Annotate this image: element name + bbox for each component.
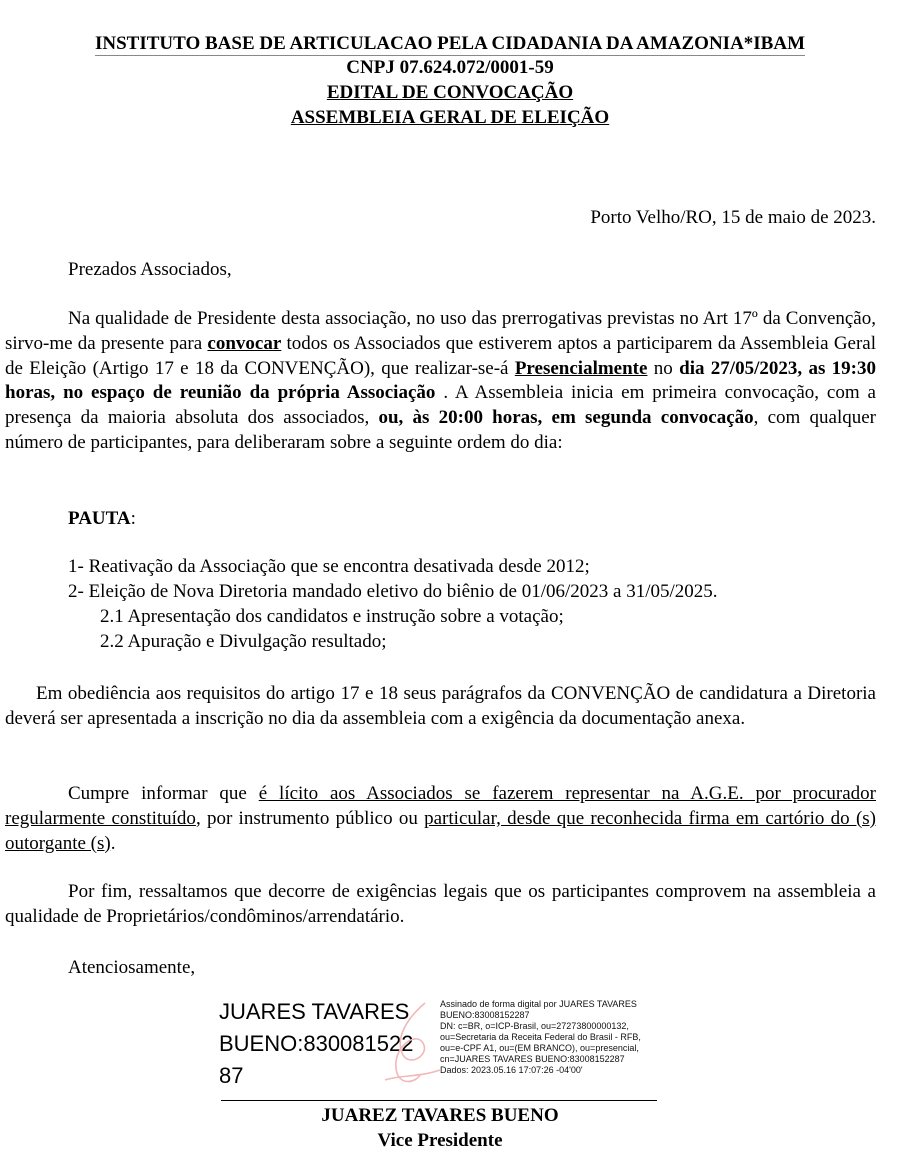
sig-detail-6: cn=JUARES TAVARES BUENO:83008152287 [440, 1054, 625, 1064]
signer-name: JUAREZ TAVARES BUENO [321, 1105, 559, 1126]
document-subtitle-text: ASSEMBLEIA GERAL DE ELEIÇÃO [290, 107, 610, 128]
signature-scribble-icon [375, 995, 450, 1090]
closing: Atenciosamente, [68, 957, 196, 978]
agenda-item-2-2: 2.2 Apuração e Divulgação resultado; [100, 631, 387, 652]
signature-name-line-1: JUARES TAVARES [219, 999, 410, 1024]
document-title-text: EDITAL DE CONVOCAÇÃO [326, 82, 574, 103]
paragraph-candidacy: Em obediência aos requisitos do artigo 17 e 18 seus parágrafos da CONVENÇÃO de candidatura a Diretoria deverá ser apresentada a inscrição no dia da assembleia com a exigência da documentação anexa. [5, 683, 876, 729]
document-subtitle [0, 107, 900, 129]
p3-underlined-2: particular, desde que reconhecida firma em cartório do (s) outorgante (s) [5, 807, 876, 854]
institute-name-text: INSTITUTO BASE DE ARTICULACAO PELA CIDADANIA DA AMAZONIA*IBAM [94, 33, 806, 54]
pauta-colon: : [130, 508, 136, 529]
signature-rule [221, 1100, 657, 1101]
p1-text-4: . A Assembleia inicia em primeira convocação, com a presença da maioria absoluta dos associados, [5, 382, 876, 429]
paragraph-convocation [5, 307, 876, 456]
greeting: Prezados Associados, [68, 259, 232, 280]
signature-name-line-2: BUENO:830081522 [219, 1031, 414, 1056]
sig-detail-2: BUENO:83008152287 [440, 1010, 530, 1020]
paragraph-representation [5, 782, 876, 856]
p1-text-3: no [647, 357, 680, 379]
paragraph-requirements: Por fim, ressaltamos que decorre de exigências legais que os participantes comprovem na assembleia a qualidade de Proprietários/condôminos/arrendatário. [5, 881, 876, 927]
p1-text-5: , com qualquer número de participantes, para deliberaram sobre a seguinte ordem do dia: [5, 407, 876, 453]
p1-when-where: dia 27/05/2023, as 19:30 horas, no espaço de reunião da própria Associação [5, 357, 877, 404]
p1-text-2: todos os Associados que estiverem aptos a participarem da Assembleia Geral de Eleição (Artigo 17 e 18 da CONVENÇÃO), que realizar-se-á [5, 332, 877, 379]
p1-convocar: convocar [207, 332, 282, 354]
signer-role: Vice Presidente [377, 1130, 503, 1151]
institute-name [0, 33, 900, 55]
agenda-item-2: 2- Eleição de Nova Diretoria mandado eletivo do biênio de 01/06/2023 a 31/05/2025. [68, 581, 718, 602]
date-line: Porto Velho/RO, 15 de maio de 2023. [590, 207, 876, 228]
agenda-item-2-1: 2.1 Apresentação dos candidatos e instrução sobre a votação; [100, 606, 564, 627]
p1-second-call: ou, às 20:00 horas, em segunda convocação [378, 407, 754, 429]
p3-text-2: , por instrumento público ou [195, 807, 425, 829]
document-title [0, 82, 900, 104]
pauta-label: PAUTA [68, 508, 131, 529]
p3-underlined-1: é lícito aos Associados se fazerem representar na A.G.E. por procurador regularmente constituído [5, 783, 876, 829]
cnpj-line: CNPJ 07.624.072/0001-59 [346, 57, 554, 78]
sig-detail-4: ou=Secretaria da Receita Federal do Brasil - RFB, [440, 1032, 641, 1042]
p3-text-3: . [110, 832, 116, 854]
sig-detail-7: Dados: 2023.05.16 17:07:26 -04'00' [440, 1065, 583, 1075]
agenda-item-1: 1- Reativação da Associação que se encontra desativada desde 2012; [68, 556, 590, 577]
digital-signature-details [440, 999, 641, 1076]
sig-detail-3: DN: c=BR, o=ICP-Brasil, ou=27273800000132, [440, 1021, 629, 1031]
sig-detail-5: ou=e-CPF A1, ou=(EM BRANCO), ou=presencial, [440, 1043, 639, 1053]
signature-name-line-3: 87 [219, 1063, 244, 1088]
p1-presencialmente: Presencialmente [514, 357, 648, 379]
p3-text-1: Cumpre informar que [68, 783, 259, 804]
p1-text-1: Na qualidade de Presidente desta associação, no uso das prerrogativas previstas no Art 17º da Convenção, sirvo-me da presente para [5, 308, 876, 354]
pauta-heading [68, 507, 136, 531]
sig-detail-1: Assinado de forma digital por JUARES TAVARES [440, 999, 637, 1009]
